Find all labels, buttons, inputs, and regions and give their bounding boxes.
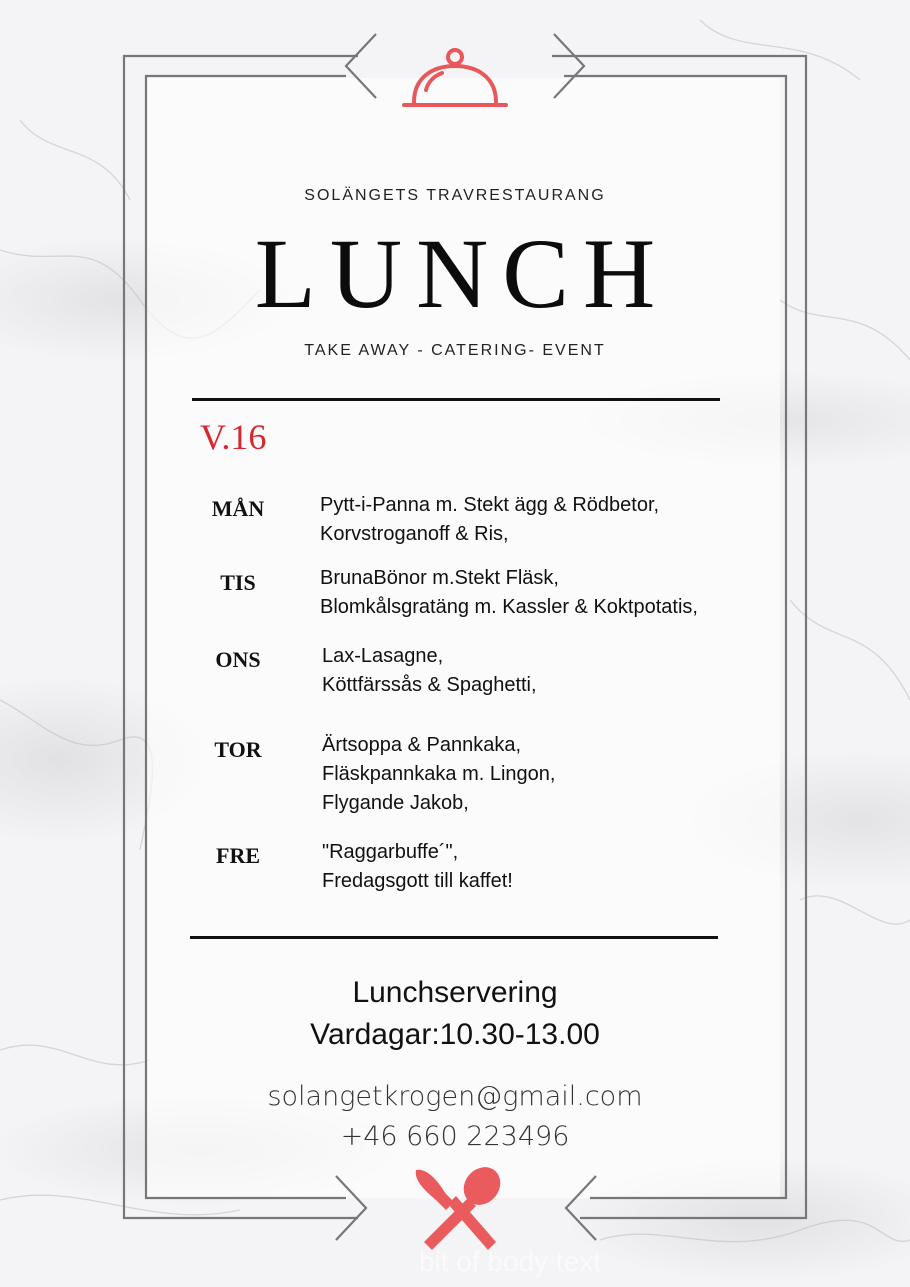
restaurant-name: SOLÄNGETS TRAVRESTAURANG (304, 187, 606, 204)
tagline: TAKE AWAY - CATERING- EVENT (304, 342, 606, 359)
dish-list-wed (322, 642, 537, 700)
dish-item: BrunaBönor m.Stekt Fläsk, (320, 567, 559, 589)
dish-item: Flygande Jakob, (322, 792, 469, 814)
fork-spoon-icon (406, 1164, 506, 1254)
week-label: V.16 (200, 417, 267, 457)
day-label-wed: ONS (215, 647, 261, 672)
day-label-mon: MÅN (211, 496, 265, 521)
watermark-text: bit of body text (418, 1246, 602, 1277)
day-label-tue: TIS (220, 570, 256, 595)
dish-item: Ärtsoppa & Pannkaka, (322, 734, 522, 756)
contact-email[interactable] (0, 1078, 910, 1113)
dish-item: Lax-Lasagne, (322, 645, 444, 667)
dish-list-mon (320, 491, 659, 549)
bottom-divider (190, 936, 718, 939)
dish-item: Fredagsgott till kaffet! (322, 870, 513, 892)
day-label-fri: FRE (216, 843, 260, 868)
dish-list-thu (322, 731, 555, 818)
cloche-icon (400, 46, 510, 110)
email-text[interactable]: solangetkrogen@gmail.com (267, 1081, 643, 1112)
dish-item: Fläskpannkaka m. Lingon, (322, 763, 556, 785)
page-title: LUNCH (254, 218, 670, 329)
serving-title: Lunchservering (352, 976, 558, 1009)
phone-text[interactable]: +46 660 223496 (340, 1121, 570, 1152)
contact-phone[interactable] (0, 1118, 910, 1153)
dish-list-fri (322, 838, 513, 896)
top-divider (192, 398, 720, 401)
dish-item: Korvstroganoff & Ris, (320, 523, 509, 545)
day-label-thu: TOR (214, 737, 262, 762)
dish-item: Köttfärssås & Spaghetti, (322, 674, 537, 696)
serving-hours: Vardagar:10.30-13.00 (310, 1018, 600, 1051)
dish-item: "Raggarbuffe´", (322, 841, 459, 863)
dish-item: Pytt-i-Panna m. Stekt ägg & Rödbetor, (320, 494, 660, 516)
dish-list-tue (320, 564, 698, 622)
dish-item: Blomkålsgratäng m. Kassler & Koktpotatis, (320, 596, 698, 618)
